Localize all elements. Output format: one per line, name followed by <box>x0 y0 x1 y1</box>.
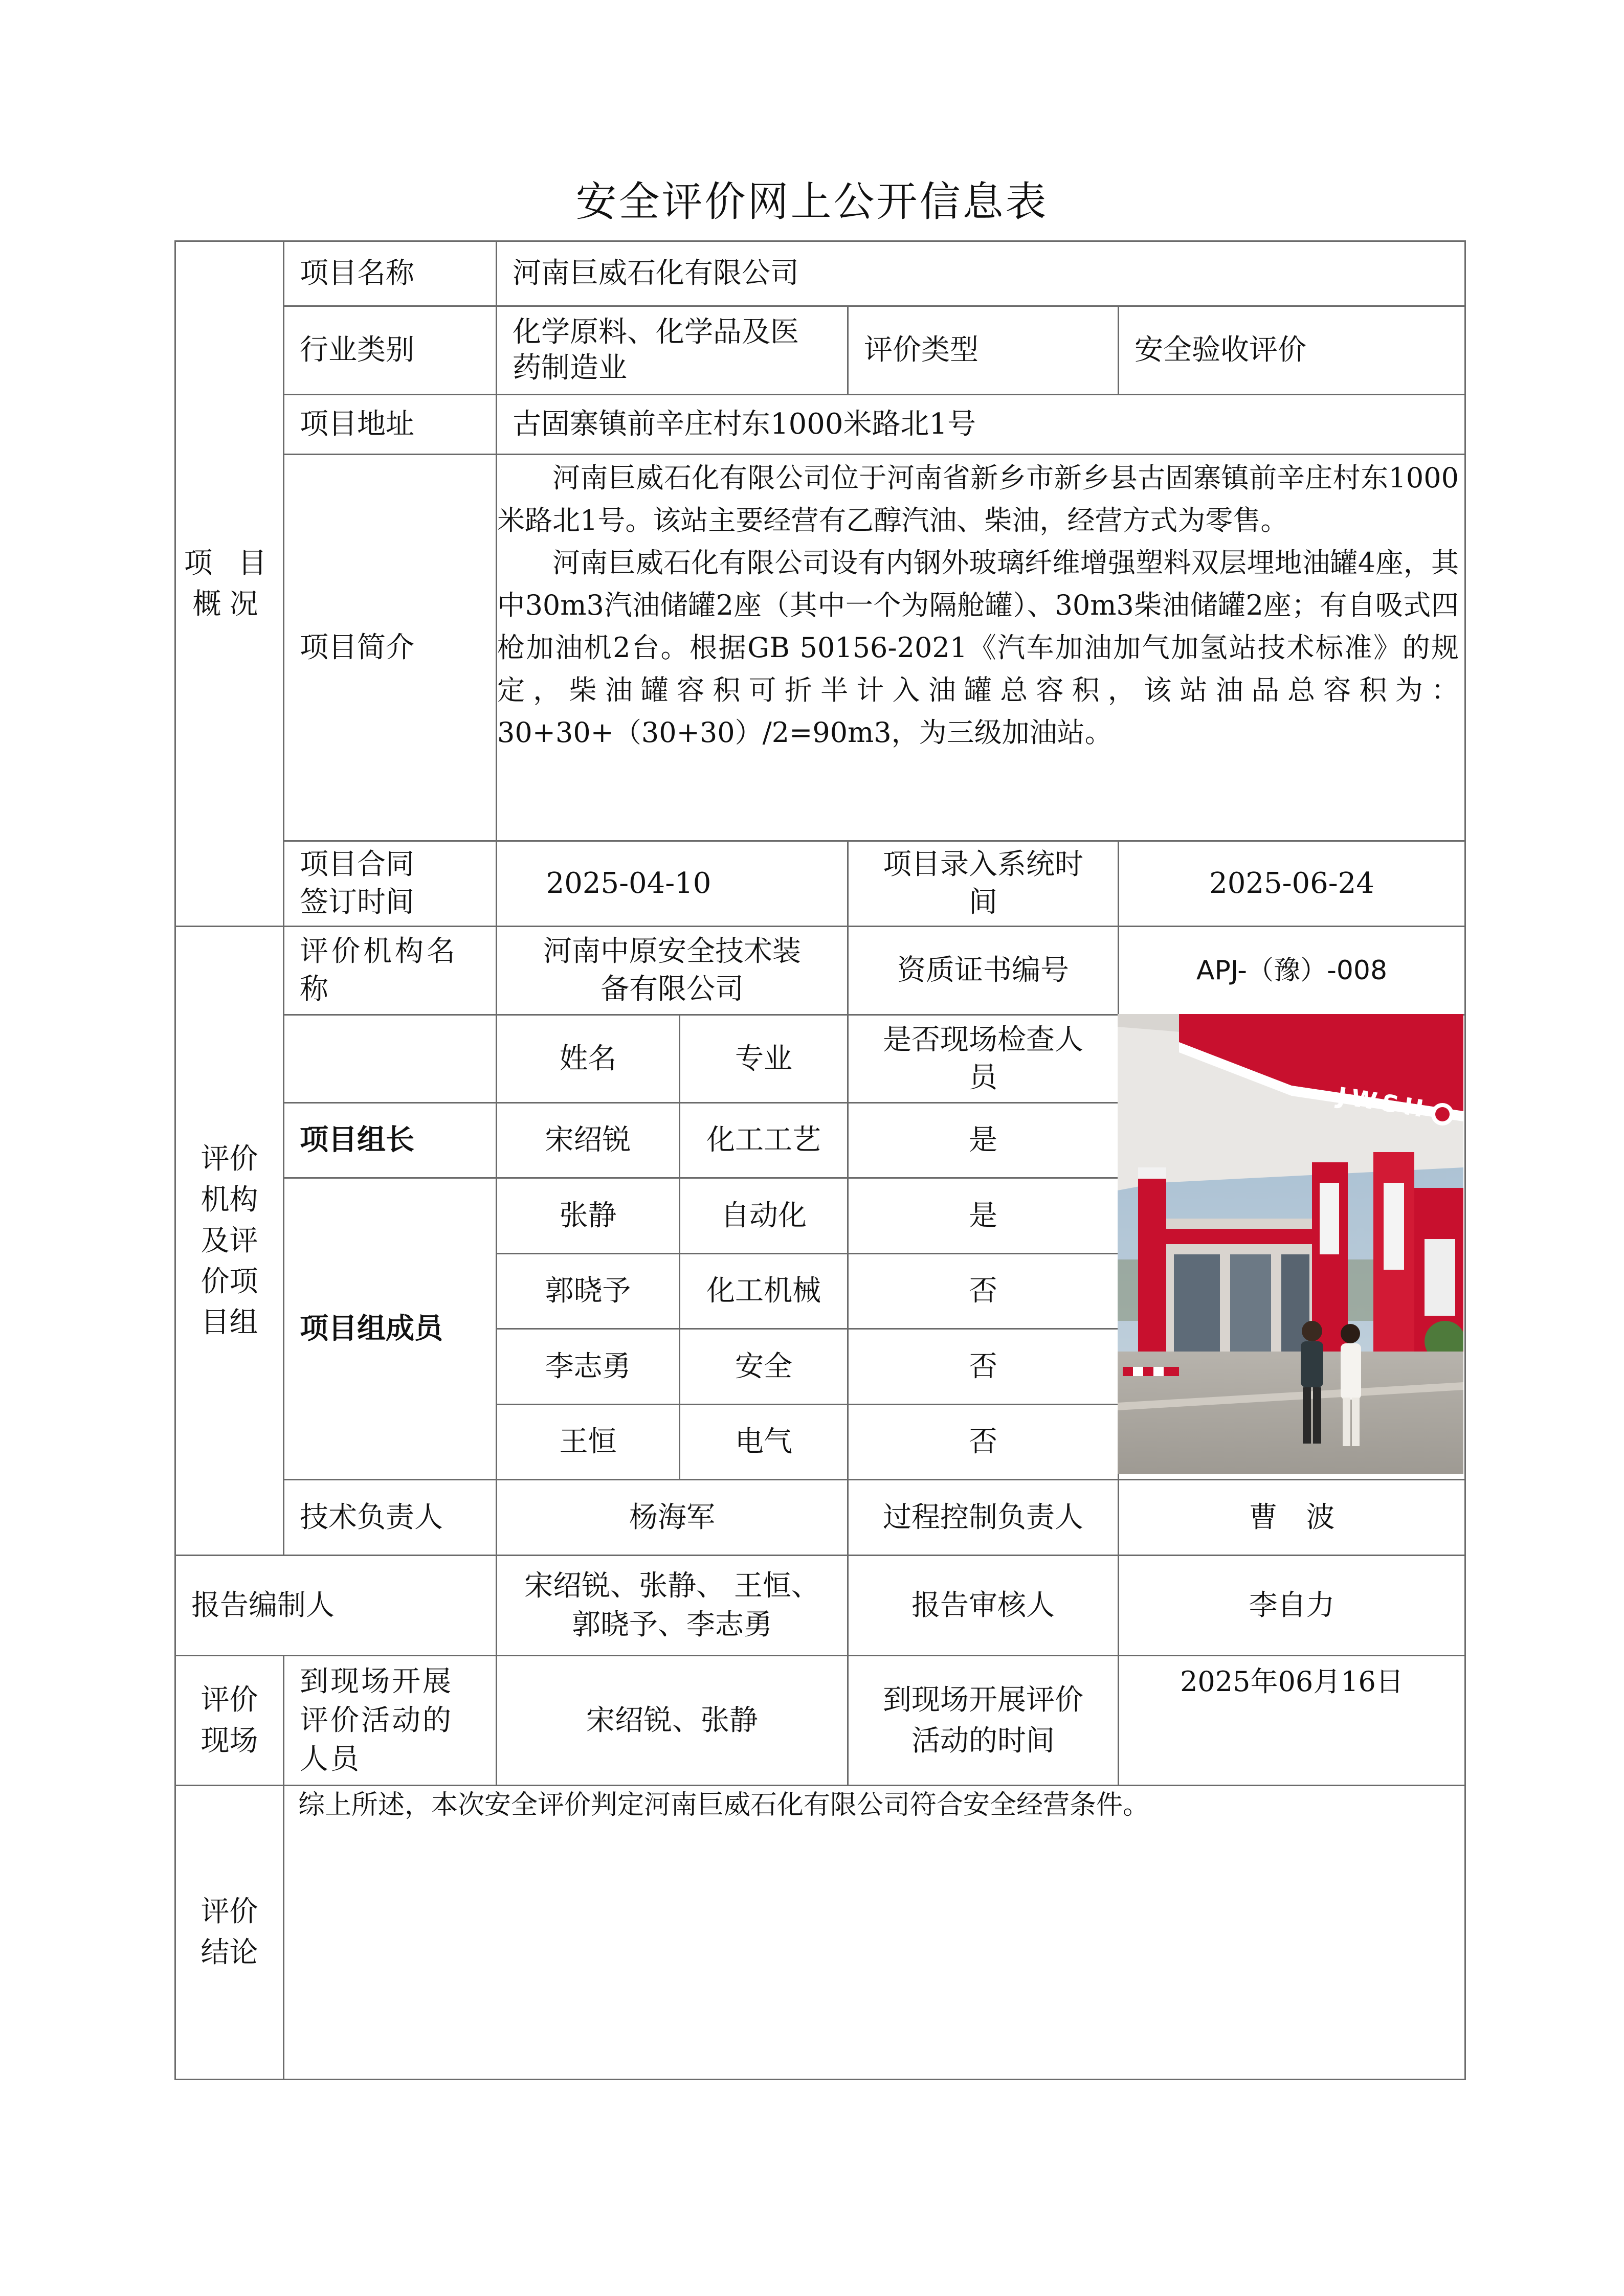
process-lead-label: 过程控制负责人 <box>883 1500 1083 1534</box>
column-header-name: 姓名 <box>559 1042 617 1075</box>
intro-label: 项目简介 <box>300 631 414 664</box>
cert-label: 资质证书编号 <box>897 954 1069 987</box>
contract-date-label: 项目合同 签订时间 <box>300 848 414 919</box>
members-label: 项目组成员 <box>300 1312 443 1345</box>
member-name: 郭晓予 <box>545 1274 631 1308</box>
member-major: 电气 <box>735 1425 792 1458</box>
site-section-label: 评价 现场 <box>201 1683 258 1758</box>
report-authors-value: 宋绍锐、张静、 王恒、 郭晓予、李志勇 <box>524 1569 820 1641</box>
member-onsite: 是 <box>969 1199 997 1232</box>
overview-section-label: 项 目 概况 <box>184 546 275 621</box>
member-onsite: 否 <box>969 1274 997 1308</box>
agency-section-label: 评价 机构 及评 价项 目组 <box>201 1142 258 1339</box>
page-title: 安全评价网上公开信息表 <box>575 178 1049 226</box>
tech-lead-value: 杨海军 <box>629 1500 715 1534</box>
project-name-label: 项目名称 <box>300 257 414 290</box>
member-onsite: 否 <box>969 1425 997 1458</box>
tech-lead-label: 技术负责人 <box>300 1500 443 1534</box>
member-major: 化工机械 <box>706 1274 821 1308</box>
member-major: 安全 <box>735 1349 792 1383</box>
industry-label: 行业类别 <box>300 333 414 367</box>
conclusion-text: 综上所述，本次安全评价判定河南巨威石化有限公司符合安全经营条件。 <box>298 1790 1150 1820</box>
conclusion-section-label: 评价 结论 <box>201 1895 258 1969</box>
column-header-major: 专业 <box>735 1042 792 1075</box>
site-time-value: 2025年06月16日 <box>1180 1665 1404 1698</box>
report-reviewer-value: 李自力 <box>1249 1588 1335 1622</box>
site-people-label: 到现场开展 评价活动的 人员 <box>300 1664 453 1776</box>
eval-type-label: 评价类型 <box>864 333 978 367</box>
intro-paragraph-1: 河南巨威石化有限公司位于河南省新乡市新乡县古固寨镇前辛庄村东1000米路北1号。该站主要经营有乙醇汽油、柴油，经营方式为零售。 <box>497 462 1459 536</box>
member-major: 自动化 <box>721 1199 807 1232</box>
address-label: 项目地址 <box>300 408 414 441</box>
industry-value: 化学原料、化学品及医 药制造业 <box>513 316 799 385</box>
entry-date-label: 项目录入系统时 间 <box>883 848 1083 919</box>
canopy-sign-text: JWSH <box>1335 1082 1431 1123</box>
process-lead-value: 曹 波 <box>1249 1500 1335 1534</box>
report-reviewer-label: 报告审核人 <box>911 1588 1055 1622</box>
cert-number: APJ-（豫）-008 <box>1196 955 1388 986</box>
intro-paragraph-2: 河南巨威石化有限公司设有内钢外玻璃纤维增强塑料双层埋地油罐4座，其中30m3汽油储罐2座（其中一个为隔舱罐）、30m3柴油储罐2座；有自吸式四枪加油机2台。根据GB 50156-2021《汽车加油加气加氢站技术标准》的规定，柴油罐容积可折半计入油罐总容积，该站油品总容积为：30+30+（30+30）/2=90m3，为三级加油站。 <box>497 547 1459 749</box>
member-name: 王恒 <box>559 1425 617 1458</box>
site-photo <box>1118 1014 1463 1474</box>
leader-name: 宋绍锐 <box>545 1123 631 1157</box>
intro-text <box>497 457 1459 835</box>
contract-date-value: 2025-04-10 <box>546 867 711 900</box>
member-name: 张静 <box>559 1199 617 1232</box>
member-onsite: 否 <box>969 1349 997 1383</box>
eval-type-value: 安全验收评价 <box>1134 333 1306 367</box>
entry-date-value: 2025-06-24 <box>1209 867 1374 900</box>
leader-onsite: 是 <box>969 1123 997 1157</box>
site-people-value: 宋绍锐、张静 <box>586 1703 758 1737</box>
member-name: 李志勇 <box>545 1349 631 1383</box>
project-name-value: 河南巨威石化有限公司 <box>513 257 799 290</box>
agency-name-label: 评价机构名 称 <box>300 935 458 1006</box>
report-author-label: 报告编制人 <box>191 1588 335 1622</box>
site-time-label: 到现场开展评价 活动的时间 <box>883 1683 1083 1758</box>
column-header-onsite: 是否现场检查人 员 <box>883 1023 1083 1094</box>
agency-name-value: 河南中原安全技术装 备有限公司 <box>543 935 801 1006</box>
address-value: 古固寨镇前辛庄村东1000米路北1号 <box>513 408 976 441</box>
leader-major: 化工工艺 <box>706 1123 821 1157</box>
leader-label: 项目组长 <box>300 1123 414 1157</box>
